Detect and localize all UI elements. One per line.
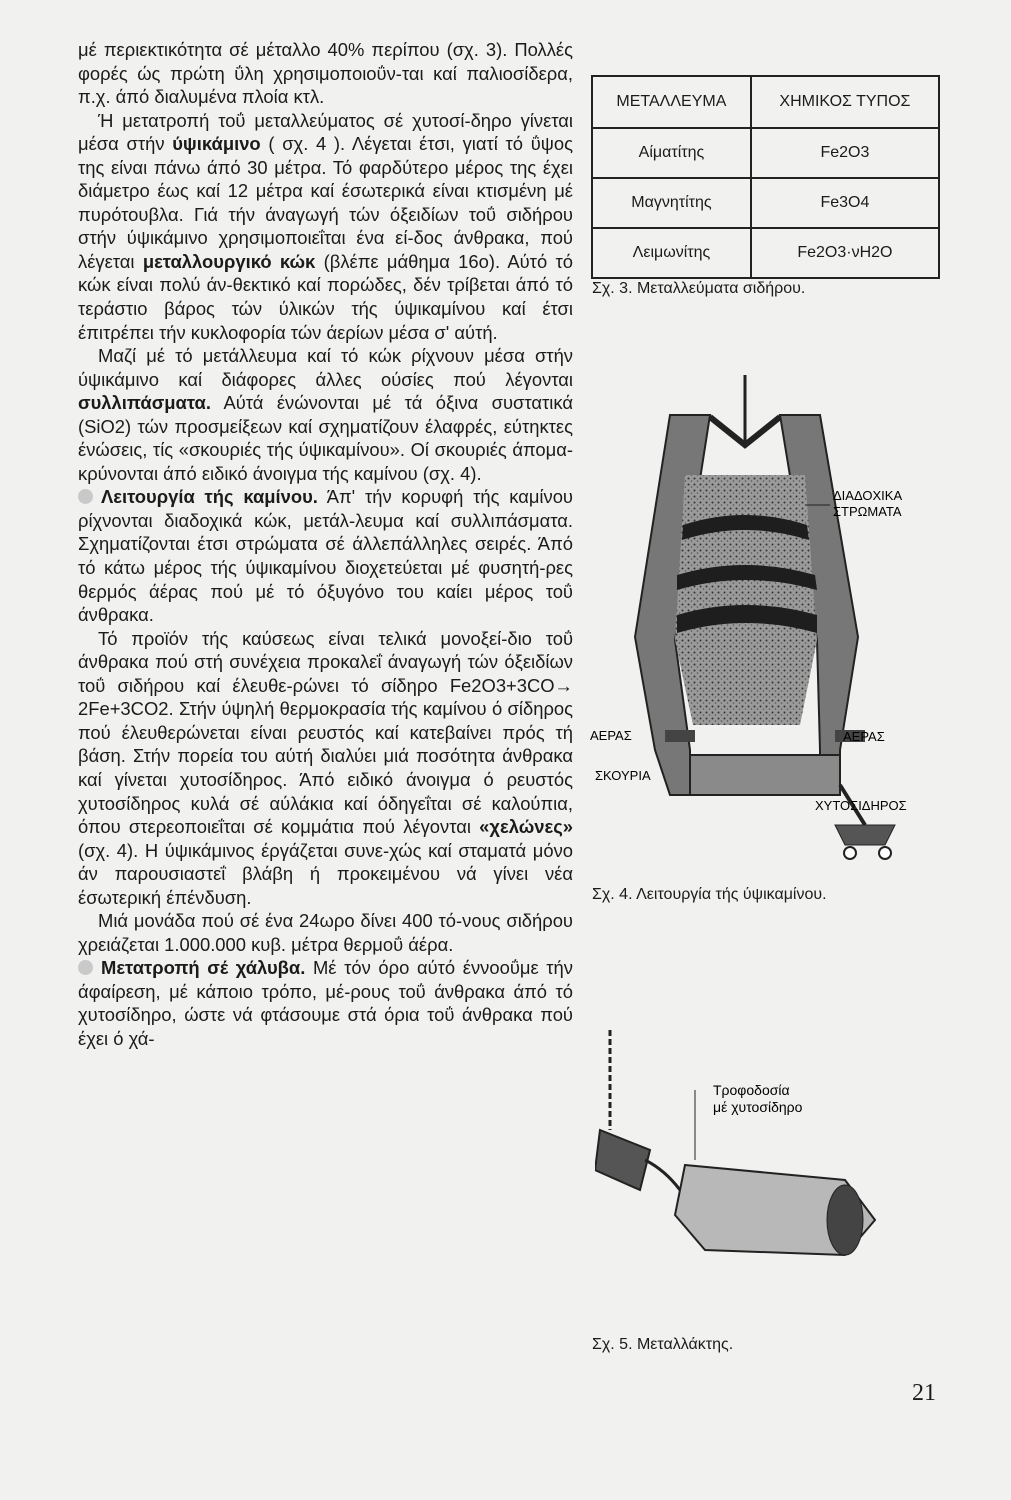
tuyere-plate [827,1185,863,1255]
section-heading: Λειτουργία τής καμίνου. [101,486,318,508]
paragraph: μέ περιεκτικότητα σέ μέταλλο 40% περίπου (σχ. 3). Πολλές φορές ώς πρώτη ΰλη χρησιμοποιοΰν-ται καί παλιοσίδερα, π.χ. άπό διαλυμένα πλοία κτλ. [78,39,573,108]
table-cell: Fe2O3 [751,128,939,178]
figure-4-caption: Σχ. 4. Λειτουργία τής ύψικαμίνου. [592,886,827,903]
hearth [690,755,840,795]
label-layers: ΣΤΡΩΜΑΤΑ [833,504,902,519]
ore-table [591,75,940,279]
section-heading: Μετατροπή σέ χάλυβα. [101,957,306,979]
table-row [592,228,939,278]
charge-column [675,475,817,725]
paragraph: Λειτουργία τής καμίνου. Άπ' τήν κορυφή τής καμίνου ρίχνονται διαδοχικά κώκ, μετάλ-λευμα καί συλλιπάσματα. Σχηματίζονται έτσι στρώματα σέ άλλεπάλληλες σειρές. Άπό τό κάτω μέρος τής ύψικαμίνου διοχετεύεται μέ φυσητή-ρες θερμός άέρας πού μέ τό όξυγόνο του καίει μέρος τοΰ άνθρακα. [78,486,573,626]
column-header: ΧΗΜΙΚΟΣ ΤΥΠΟΣ [751,76,939,128]
table-cell: Μαγνητίτης [592,178,751,228]
figure-5-caption: Σχ. 5. Μεταλλάκτης. [592,1336,734,1353]
label-air-left: ΑΕΡΑΣ [590,728,632,743]
air-tuyere-left [665,730,695,742]
label-layers: ΔΙΑΔΟΧΙΚΑ [833,488,903,503]
table-cell: Λειμωνίτης [592,228,751,278]
ladle [595,1130,650,1190]
label-air-right: ΑΕΡΑΣ [843,729,885,744]
blast-furnace-figure [585,375,965,875]
table-row [592,178,939,228]
table-header-row [592,76,939,128]
bullet-icon [78,960,93,975]
converter-figure [595,1030,925,1260]
paragraph: Τό προϊόν τής καύσεως είναι τελικά μονοξεί-διο τοΰ άνθρακα πού στή συνέχεια προκαλεΐ άναγωγή τών όξειδίων τοΰ σιδήρου καί έλευθε-ρώνει τό σίδηρο Fe2O3+3CO→ 2Fe+3CO2. Στήν ύψηλή θερμοκρασία τής καμίνου ό σίδηρος πού έλευθερώνεται είναι ρευστός καί κατεβαίνει πρός τή βάση. Στήν πορεία του αύτή διαλύει μιά ποσότητα άνθρακα καί γίνεται χυτοσίδηρος. Άπό ειδικό άνοιγμα ό ρευστός χυτοσίδηρος κυλά σέ αύλάκια καί όδηγεΐται σέ καλούπια, όπου στερεοποιεΐται σέ κομμάτια πού λέγονται «χελώνες» (σχ. 4). Η ύψικάμινος έργάζεται συνε-χώς καί σταματά μόνο άν παρουσιαστεΐ βλάβη ή προκειμένου νά γίνει νέα έσωτερική έπένδυση. [78,627,573,908]
wagon-wheel [879,847,891,859]
term: «χελώνες» [479,816,573,838]
label-feed: μέ χυτοσίδηρο [713,1099,803,1115]
term: συλλιπάσματα. [78,392,211,414]
paragraph: Μαζί μέ τό μετάλλευμα καί τό κώκ ρίχνουν μέσα στήν ύψικάμινο καί διάφορες άλλες ούσίες πού λέγονται συλλιπάσματα. Αύτά ένώνονται μέ τά όξινα συστατικά (SiO2) τών προσμείξεων καί σχηματίζουν έλαφρές, εύτηκτες ένώσεις, τίς «σκουριές τής ύψικαμίνου». Οί σκουριές άπομα-κρύνονται άπό ειδικό άνοιγμα τής καμίνου (σχ. 4). [78,345,573,484]
paragraph: Μιά μονάδα πού σέ ένα 24ωρο δίνει 400 τό-νους σιδήρου χρειάζεται 1.000.000 κυβ. μέτρα θερμοΰ άέρα. [78,910,573,955]
label-slag: ΣΚΟΥΡΙΑ [595,768,651,783]
table-cell: Fe2O3·νH2O [751,228,939,278]
page-number: 21 [912,1380,936,1406]
pour-stream [645,1160,680,1190]
main-text-column [78,38,573,1051]
term: ύψικάμινο [172,133,261,155]
term: μεταλλουργικό κώκ [142,250,316,272]
column-header: ΜΕΤΑΛΛΕΥΜΑ [592,76,751,128]
label-cast-iron: ΧΥΤΟΣΙΔΗΡΟΣ [815,798,907,813]
table-cell: Fe3O4 [751,178,939,228]
paragraph: Ή μετατροπή τοΰ μεταλλεύματος σέ χυτοσί-δηρο γίνεται μέσα στήν ύψικάμινο ( σχ. 4 ). Λέγεται έτσι, γιατί τό ΰψος της είναι πάνω άπό 30 μέτρα. Τό φαρδύτερο μέρος της έχει διάμετρο έως καί 12 μέτρα καί έσωτερικά είναι κτισμένη μέ πυρότουβλα. Γιά τήν άναγωγή τών όξειδίων τοΰ σιδήρου στήν ύψικάμινο χρησιμοποιεΐται ένα εί-δος άνθρακα, πού λέγεται μεταλλουργικό κώκ (βλέπε μάθημα 16ο). Αύτό τό κώκ είναι πολύ άν-θεκτικό καί πορώδες, δέν τρίβεται άπό τό τεράστιο βάρος τών ύλικών τής ύψικαμίνου καί έτσι έπιτρέπει τήν κυκλοφορία τών άερίων μέσα σ' αύτή. [78,109,573,343]
ladle-wagon [835,825,895,845]
bullet-icon [78,489,93,504]
wagon-wheel [844,847,856,859]
figure-3-caption: Σχ. 3. Μεταλλεύματα σιδήρου. [592,280,806,297]
table-cell: Αίματίτης [592,128,751,178]
paragraph: Μετατροπή σέ χάλυβα. Μέ τόν όρο αύτό έννοοΰμε τήν άφαίρεση, μέ κάποιο τρόπο, μέ-ρους τοΰ άνθρακα άπό τό χυτοσίδηρο, ώστε νά φτάσουμε στά όρια τοΰ άνθρακα πού έχει ό χά- [78,957,573,1049]
table-row [592,128,939,178]
label-feed: Τροφοδοσία [713,1082,790,1098]
